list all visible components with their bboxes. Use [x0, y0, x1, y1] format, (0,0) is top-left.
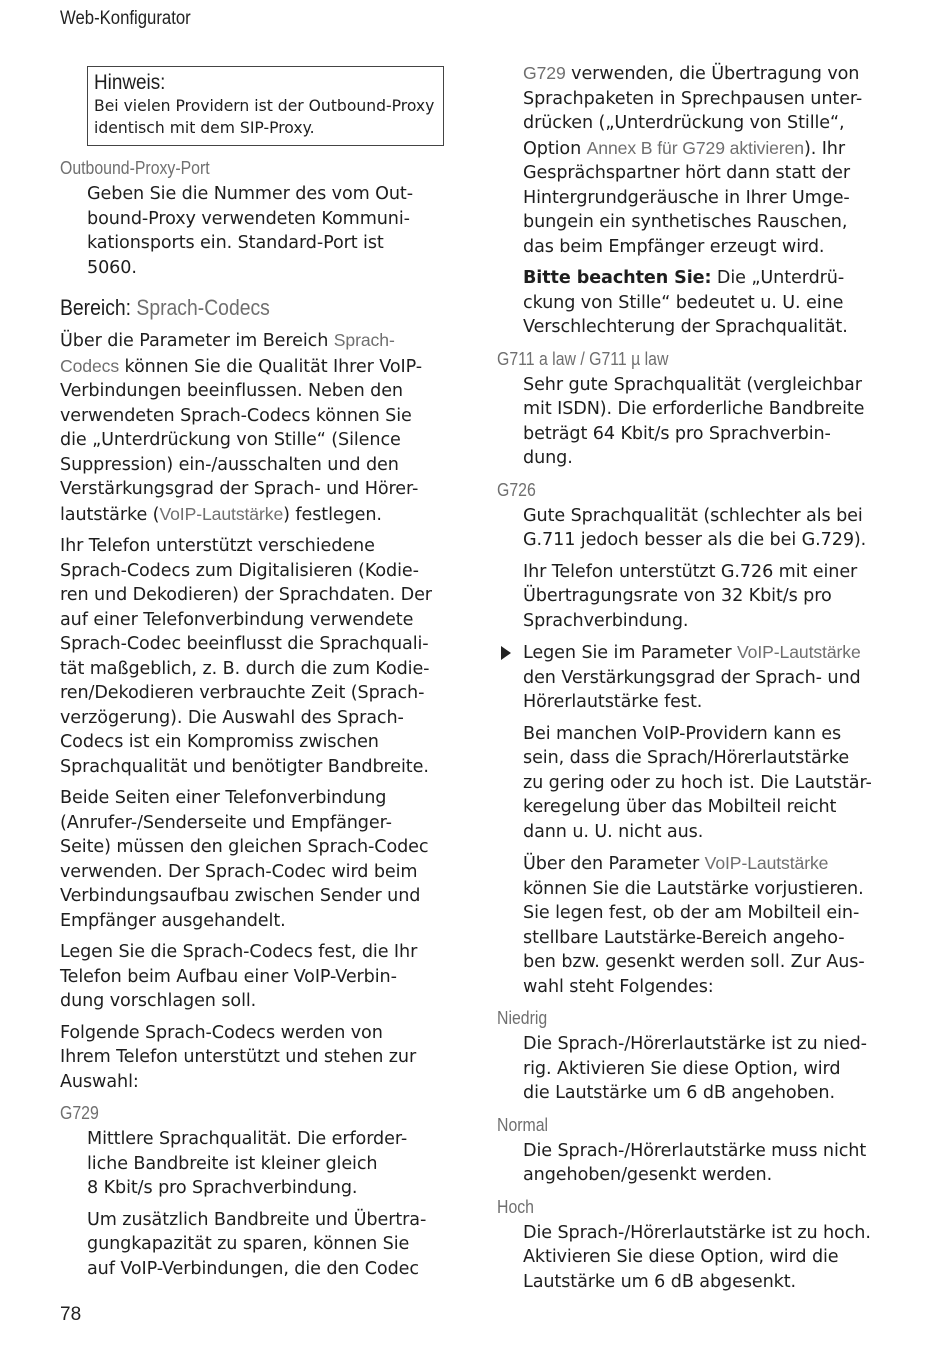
note-text-line: identisch mit dem SIP-Proxy.: [94, 118, 315, 137]
warning-paragraph: [523, 266, 887, 340]
text-line: dann u. U. nicht aus.: [523, 821, 704, 842]
warning-label: Bitte beachten Sie:: [523, 268, 712, 288]
text-run: ) festlegen.: [283, 504, 382, 525]
text-line: Um zusätzlich Bandbreite und Übertra-: [87, 1209, 427, 1230]
text-line: Die Sprach-/Hörerlautstärke ist zu nied-: [523, 1034, 867, 1054]
text-line: Die Sprach-/Hörerlautstärke muss nicht: [523, 1140, 867, 1161]
text-line: Verstärkungsgrad der Sprach- und Hörer-: [60, 479, 419, 499]
text-line: Sprachverbindung.: [523, 610, 689, 631]
note-text-line: Bei vielen Providern ist der Outbound-Proxy: [94, 97, 435, 115]
text-line: Verbindungsaufbau zwischen Sender und: [60, 886, 421, 906]
text-line: dung vorschlagen soll.: [60, 991, 257, 1011]
text-line: bungein ein synthetisches Rauschen,: [523, 212, 848, 232]
triangle-right-icon: [501, 646, 511, 660]
text-line: Mittlere Sprachqualität. Die erforder-: [87, 1129, 408, 1149]
text-line: Übertragungsrate von 32 Kbit/s pro: [523, 586, 832, 606]
text-line: Verschlechterung der Sprachqualität.: [523, 317, 848, 337]
section-name: Sprach-Codecs: [136, 295, 270, 320]
page-number: 78: [60, 1304, 82, 1325]
text-line: 8 Kbit/s pro Sprachverbindung.: [87, 1178, 358, 1198]
running-header: Web-Konfigurator: [60, 8, 191, 29]
text-line: bound-Proxy verwendeten Kommuni-: [87, 208, 410, 229]
text-run: verwenden, die Übertragung von: [565, 64, 860, 84]
text-run: Option: [523, 138, 587, 159]
text-line: Auswahl:: [60, 1071, 139, 1092]
term-outbound-proxy-port: Outbound-Proxy-Port: [60, 158, 210, 178]
text-line: Beide Seiten einer Telefonverbindung: [60, 788, 387, 808]
text-line: ben bzw. gesenkt werden soll. Zur Aus-: [523, 952, 865, 972]
text-run: Die „Unterdrü-: [711, 268, 845, 288]
outbound-proxy-port-description: [87, 182, 444, 280]
text-run: Über den Parameter: [523, 854, 705, 874]
parameter-paragraph: [523, 851, 887, 999]
text-line: das beim Empfänger erzeugt wird.: [523, 236, 825, 257]
text-line: liche Bandbreite ist kleiner gleich: [87, 1153, 378, 1174]
term-g729: G729: [60, 1103, 99, 1123]
text-line: kationsports ein. Standard-Port ist: [87, 233, 384, 253]
text-run: lautstärke (: [60, 504, 160, 525]
text-line: Seite) müssen den gleichen Sprach-Codec: [60, 837, 429, 857]
text-line: Ihrem Telefon unterstützt und stehen zur: [60, 1047, 417, 1067]
text-line: ckung von Stille“ bedeutet u. U. eine: [523, 292, 844, 313]
text-line: verzögerung). Die Auswahl des Sprach-: [60, 707, 404, 728]
text-line: Gesprächspartner hört dann statt der: [523, 163, 851, 183]
term-niedrig: Niedrig: [497, 1008, 548, 1028]
text-line: beträgt 64 Kbit/s pro Sprachverbin-: [523, 423, 831, 444]
intro-paragraph: [60, 328, 444, 527]
normal-description: [523, 1139, 887, 1188]
ui-term: VoIP-Lautstärke: [736, 642, 861, 662]
text-line: zu gering oder zu hoch ist. Die Lautstär-: [523, 772, 872, 793]
text-line: Lautstärke um 6 dB abgesenkt.: [523, 1271, 797, 1292]
instruction-step: [497, 640, 887, 715]
note-title: Hinweis:: [94, 71, 166, 94]
g729-continuation: [523, 61, 887, 259]
text-line: können Sie die Lautstärke vorjustieren.: [523, 878, 864, 899]
text-line: gungkapazität zu sparen, können Sie: [87, 1234, 410, 1254]
text-run: Über die Parameter im Bereich: [60, 331, 334, 351]
text-line: Sprachqualität und benötigter Bandbreite.: [60, 756, 429, 777]
text-line: verwendeten Sprach-Codecs können Sie: [60, 405, 412, 426]
text-line: Sie legen fest, ob der am Mobilteil ein-: [523, 903, 860, 923]
text-run: ). Ihr: [803, 138, 845, 159]
text-line: sein, dass die Sprach/Hörerlautstärke: [523, 748, 850, 768]
text-line: (Anrufer-/Senderseite und Empfänger-: [60, 812, 392, 833]
text-line: Telefon beim Aufbau einer VoIP-Verbin-: [60, 966, 397, 987]
text-line: Ihr Telefon unterstützt G.726 mit einer: [523, 561, 858, 582]
niedrig-description: [523, 1032, 887, 1106]
section-heading: [60, 294, 398, 322]
text-line: auf einer Telefonverbindung verwendete: [60, 609, 414, 630]
text-line: mit ISDN). Die erforderliche Bandbreite: [523, 399, 865, 419]
g711-description: [523, 373, 887, 471]
text-line: Geben Sie die Nummer des vom Out-: [87, 184, 413, 204]
text-run: können Sie die Qualität Ihrer VoIP-: [119, 356, 422, 377]
text-line: Codecs ist ein Kompromiss zwischen: [60, 732, 379, 752]
ui-term: VoIP-Lautstärke: [159, 503, 284, 524]
g726-rate-note: [523, 560, 887, 634]
text-line: Aktivieren Sie diese Option, wird die: [523, 1247, 839, 1267]
codec-paragraph: [60, 534, 444, 779]
text-line: Sprachpaketen in Sprechpausen unter-: [523, 88, 863, 109]
text-line: Sprach-Codec beeinflusst die Sprachquali-: [60, 634, 429, 654]
text-line: wahl steht Folgendes:: [523, 976, 714, 997]
text-line: Ihr Telefon unterstützt verschiedene: [60, 536, 375, 556]
ui-term: Annex B für G729 aktivieren: [586, 137, 804, 158]
text-line: Empfänger ausgehandelt.: [60, 910, 286, 931]
text-line: Suppression) ein-/ausschalten und den: [60, 454, 399, 475]
ui-term: Sprach-: [333, 330, 395, 350]
text-line: Hörerlautstärke fest.: [523, 692, 703, 712]
text-line: Sehr gute Sprachqualität (vergleichbar: [523, 374, 862, 395]
note-box: [87, 66, 444, 146]
term-normal: Normal: [497, 1114, 549, 1135]
text-line: Gute Sprachqualität (schlechter als bei: [523, 505, 863, 526]
text-line: keregelung über das Mobilteil reicht: [523, 797, 837, 817]
ui-term: VoIP-Lautstärke: [704, 853, 829, 873]
left-column: [60, 60, 444, 1288]
both-sides-paragraph: [60, 786, 444, 933]
g729-bandwidth-note: [87, 1208, 444, 1282]
text-line: Hintergrundgeräusche in Ihrer Umge-: [523, 187, 850, 208]
text-line: ren und Dekodieren) der Sprachdaten. Der: [60, 585, 432, 605]
text-line: Legen Sie die Sprach-Codecs fest, die Ihr: [60, 942, 418, 962]
ui-term: Codecs: [60, 355, 120, 376]
providers-paragraph: [523, 722, 887, 845]
set-codecs-paragraph: [60, 940, 444, 1014]
text-line: tät maßgeblich, z. B. durch die zum Kodie-: [60, 658, 430, 679]
text-line: den Verstärkungsgrad der Sprach- und: [523, 667, 861, 688]
g726-description: [523, 504, 887, 553]
term-hoch: Hoch: [497, 1196, 534, 1217]
text-line: dung.: [523, 448, 573, 468]
note-text: [94, 96, 437, 139]
ui-term: G729: [523, 63, 566, 83]
text-line: Sprach-Codecs zum Digitalisieren (Kodie-: [60, 560, 419, 581]
text-line: drücken („Unterdrückung von Stille“,: [523, 113, 845, 133]
hoch-description: [523, 1221, 887, 1295]
text-run: Legen Sie im Parameter: [523, 643, 737, 663]
text-line: stellbare Lautstärke-Bereich angeho-: [523, 927, 845, 948]
right-column: [497, 61, 887, 1301]
text-line: die Lautstärke um 6 dB angehoben.: [523, 1083, 835, 1103]
text-line: Verbindungen beeinflussen. Neben den: [60, 381, 403, 401]
text-line: ren/Dekodieren verbrauchte Zeit (Sprach-: [60, 683, 425, 703]
text-line: 5060.: [87, 257, 137, 278]
term-g711: G711 a law / G711 µ law: [497, 348, 669, 369]
instruction-step-text: [523, 640, 887, 715]
text-line: Folgende Sprach-Codecs werden von: [60, 1022, 383, 1043]
text-line: die „Unterdrückung von Stille“ (Silence: [60, 430, 401, 450]
text-line: G.711 jedoch besser als die bei G.729).: [523, 530, 867, 550]
supported-codecs-paragraph: [60, 1021, 444, 1095]
text-line: angehoben/gesenkt werden.: [523, 1165, 773, 1185]
text-line: verwenden. Der Sprach-Codec wird beim: [60, 861, 418, 882]
text-line: rig. Aktivieren Sie diese Option, wird: [523, 1058, 841, 1079]
text-line: auf VoIP-Verbindungen, die den Codec: [87, 1258, 419, 1279]
term-g726: G726: [497, 479, 536, 500]
section-prefix: Bereich:: [60, 295, 137, 320]
g729-description: [87, 1127, 444, 1201]
text-line: Bei manchen VoIP-Providern kann es: [523, 723, 842, 744]
text-line: Die Sprach-/Hörerlautstärke ist zu hoch.: [523, 1222, 871, 1243]
